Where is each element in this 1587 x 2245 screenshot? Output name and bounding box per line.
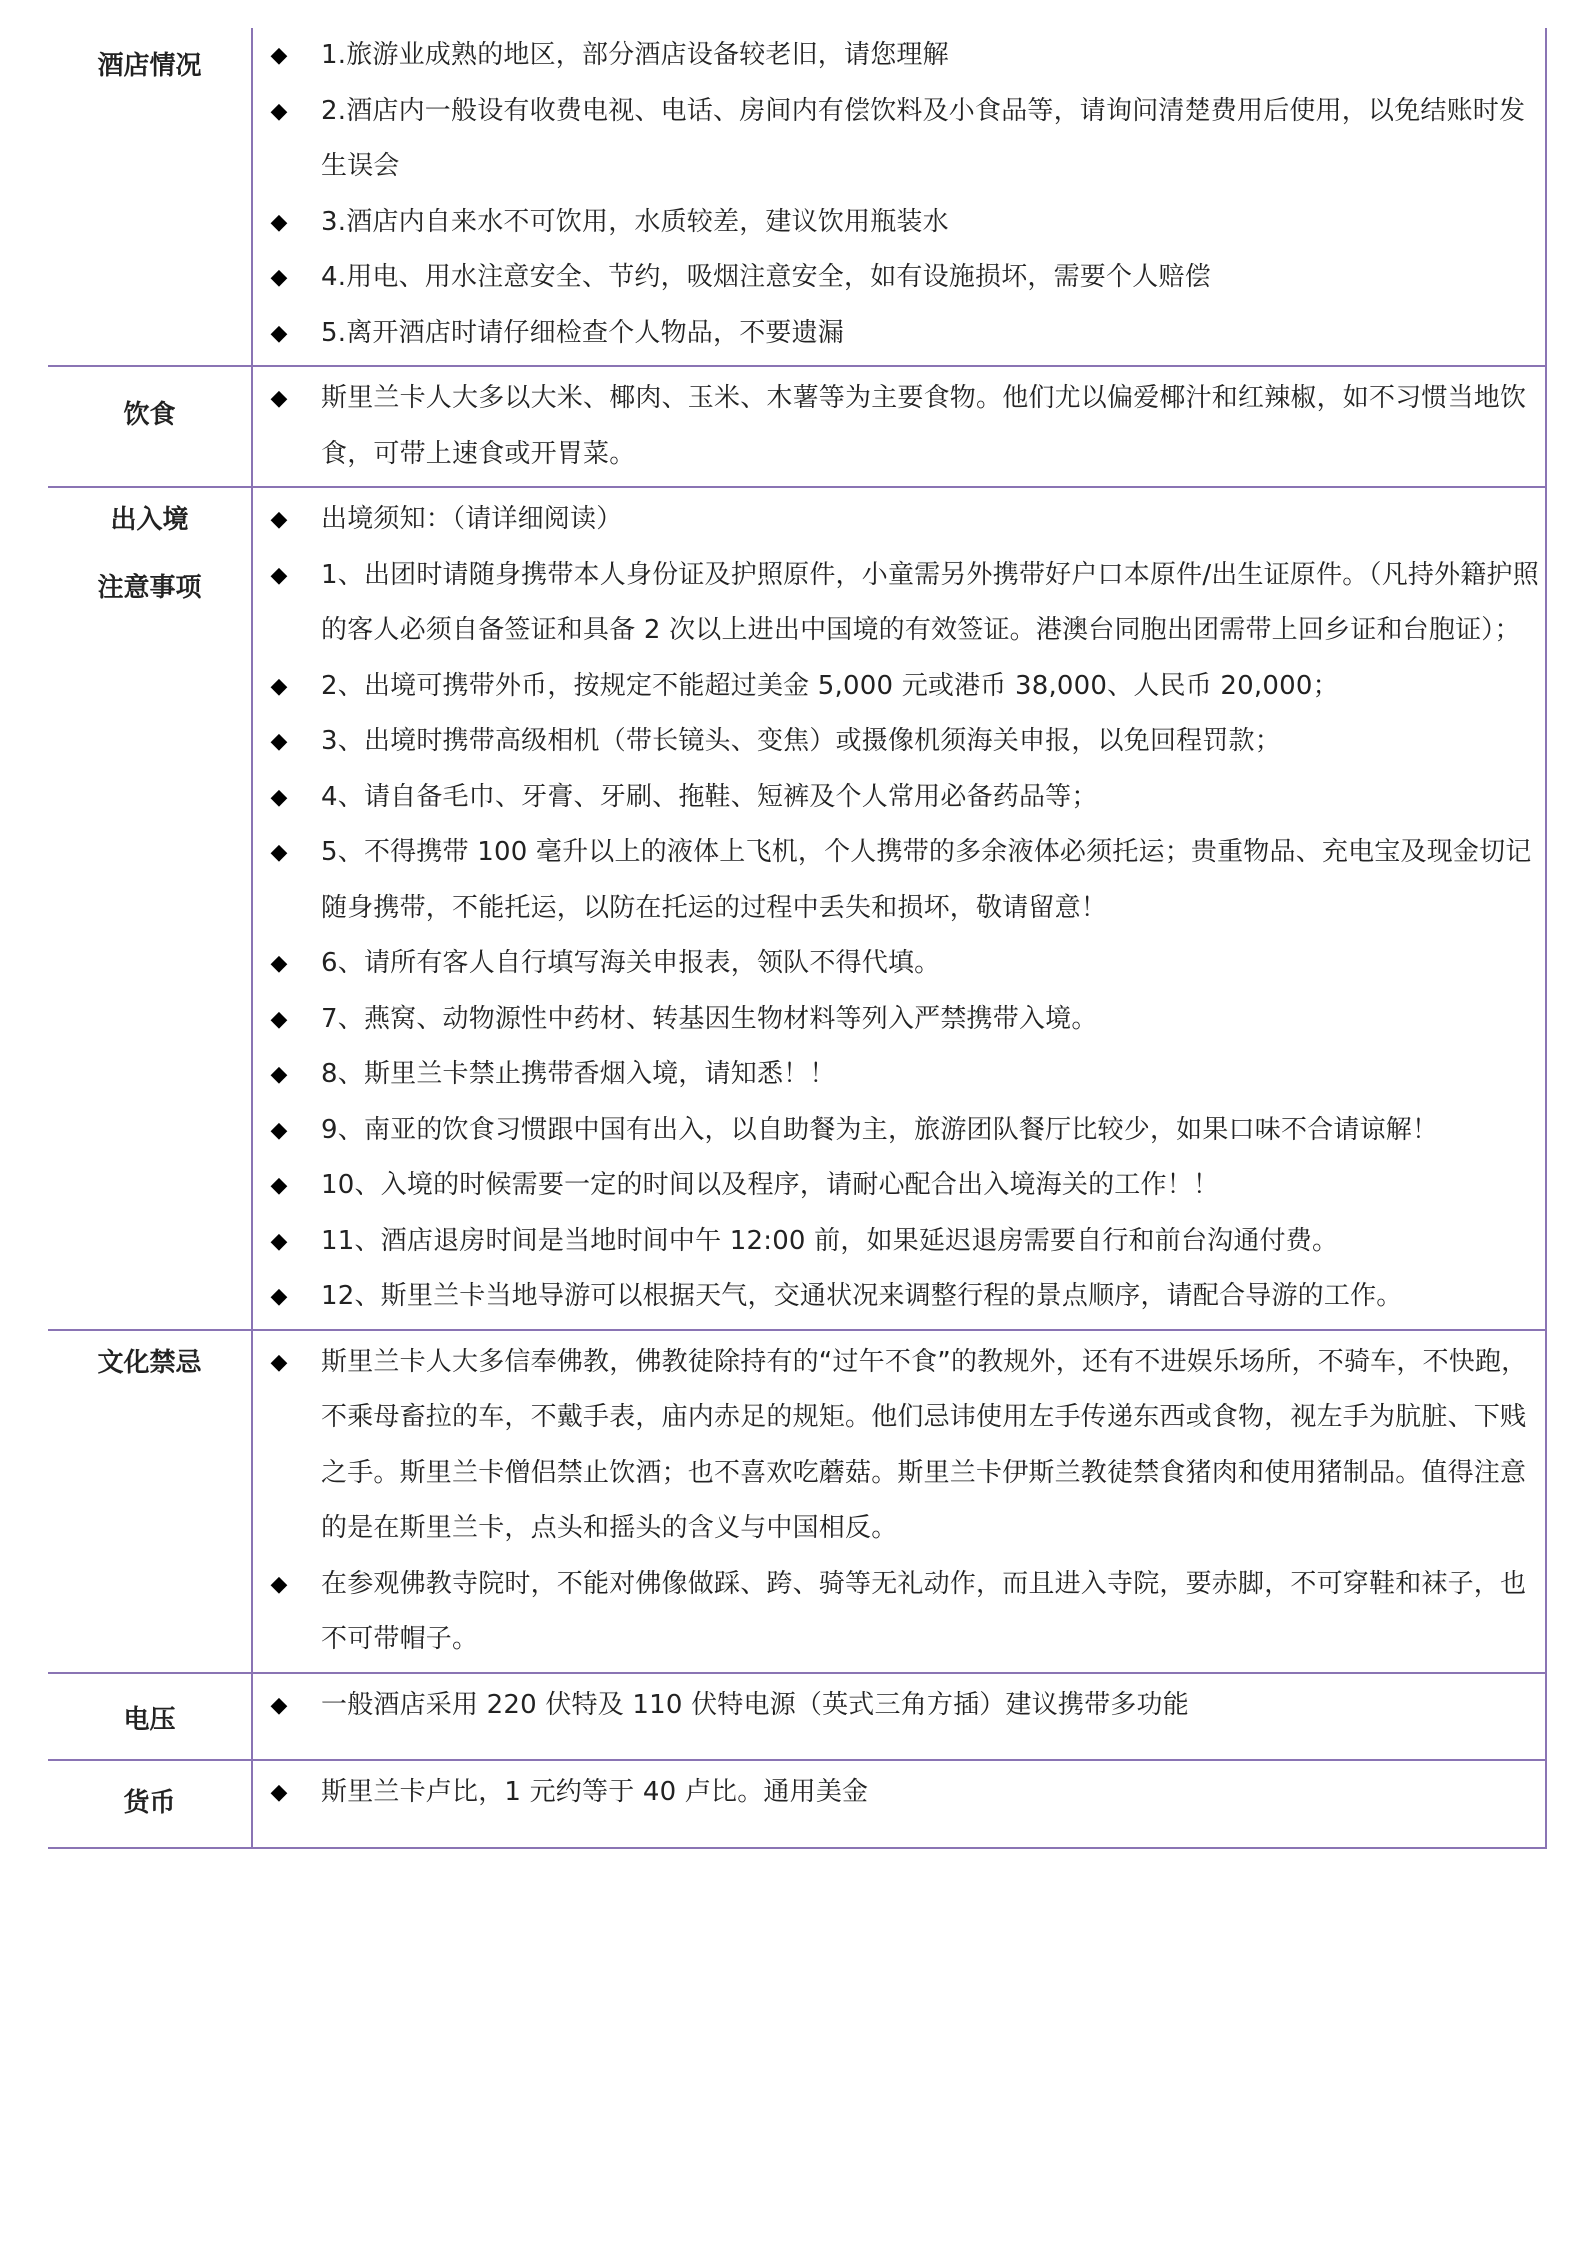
list-item <box>253 1765 1545 1821</box>
list-item <box>253 1269 1545 1325</box>
item-text: 5、不得携带 100 毫升以上的液体上飞机，个人携带的多余液体必须托运；贵重物品、充电宝及现金切记随身携带，不能托运，以防在托运的过程中丢失和损坏，敬请留意！ <box>321 837 1532 923</box>
diamond-bullet-icon: ◆ <box>270 386 288 411</box>
item-list <box>253 488 1545 1329</box>
diamond-bullet-icon: ◆ <box>270 1062 288 1087</box>
diamond-bullet-icon: ◆ <box>270 98 288 124</box>
list-item <box>253 1678 1545 1734</box>
section-label-text: 注意事项 <box>97 573 202 603</box>
section-label <box>48 487 252 1330</box>
item-text: 斯里兰卡人大多信奉佛教，佛教徒除持有的“过午不食”的教规外，还有不进娱乐场所，不骑车，不快跑，不乘母畜拉的车，不戴手表，庙内赤足的规矩。他们忌讳使用左手传递东西或食物，视左手为肮脏、下贱之手。斯里兰卡僧侣禁止饮酒；也不喜欢吃蘑菇。斯里兰卡伊斯兰教徒禁食猪肉和使用猪制品。值得注意的是在斯里兰卡，点头和摇头的含义与中国相反。 <box>321 1346 1528 1543</box>
section-content <box>252 487 1546 1330</box>
item-text: 11、酒店退房时间是当地时间中午 12:00 前，如果延迟退房需要自行和前台沟通付费。 <box>321 1225 1339 1256</box>
section-label <box>48 1673 252 1761</box>
diamond-bullet-icon: ◆ <box>270 320 288 346</box>
section-content <box>252 1760 1546 1848</box>
list-item <box>253 306 1545 362</box>
list-item <box>253 1158 1545 1214</box>
item-text: 3.酒店内自来水不可饮用，水质较差，建议饮用瓶装水 <box>321 206 949 237</box>
list-item <box>253 1335 1545 1557</box>
travel-notice-sheet <box>48 28 1546 1849</box>
diamond-bullet-icon: ◆ <box>270 265 288 290</box>
item-list <box>253 1674 1545 1760</box>
section-content <box>252 28 1546 366</box>
diamond-bullet-icon: ◆ <box>270 729 288 754</box>
item-text: 12、斯里兰卡当地导游可以根据天气，交通状况来调整行程的景点顺序，请配合导游的工作。 <box>321 1281 1403 1311</box>
item-text: 2.酒店内一般设有收费电视、电话、房间内有偿饮料及小食品等，请询问清楚费用后使用，以免结账时发生误会 <box>321 95 1526 181</box>
diamond-bullet-icon: ◆ <box>270 951 288 976</box>
list-item <box>253 548 1545 659</box>
section-label <box>48 366 252 487</box>
item-text: 6、请所有客人自行填写海关申报表，领队不得代填。 <box>321 948 941 978</box>
list-item <box>253 250 1545 306</box>
item-text: 7、燕窝、动物源性中药材、转基因生物材料等列入严禁携带入境。 <box>321 1003 1098 1034</box>
item-list <box>253 28 1545 365</box>
section-voltage <box>48 1673 1546 1761</box>
section-content <box>252 1673 1546 1761</box>
list-item <box>253 1214 1545 1270</box>
section-label <box>48 1760 252 1848</box>
list-item <box>253 659 1545 715</box>
list-item <box>253 770 1545 826</box>
item-text: 4.用电、用水注意安全、节约，吸烟注意安全，如有设施损坏，需要个人赔偿 <box>321 262 1211 292</box>
list-item <box>253 1557 1545 1668</box>
section-label-text: 电压 <box>123 1704 176 1735</box>
item-text: 1.旅游业成熟的地区，部分酒店设备较老旧，请您理解 <box>321 40 949 70</box>
diamond-bullet-icon: ◆ <box>270 507 288 532</box>
diamond-bullet-icon: ◆ <box>270 1284 288 1309</box>
section-content <box>252 1330 1546 1673</box>
section-label <box>48 1330 252 1673</box>
list-item <box>253 714 1545 770</box>
section-currency <box>48 1760 1546 1848</box>
section-label-text: 货币 <box>123 1788 176 1818</box>
item-text: 8、斯里兰卡禁止携带香烟入境，请知悉！！ <box>321 1059 836 1089</box>
section-label-text: 文化禁忌 <box>97 1347 202 1378</box>
diamond-bullet-icon: ◆ <box>270 1571 288 1597</box>
item-text: 斯里兰卡卢比，1 元约等于 40 卢比。通用美金 <box>321 1777 869 1807</box>
item-list <box>253 1761 1545 1847</box>
section-label-text: 饮食 <box>123 400 176 430</box>
section-culture-taboos <box>48 1330 1546 1673</box>
list-item <box>253 28 1545 84</box>
item-text: 3、出境时携带高级相机（带长镜头、变焦）或摄像机须海关申报，以免回程罚款； <box>321 726 1281 756</box>
diamond-bullet-icon: ◆ <box>270 562 288 588</box>
item-text: 10、入境的时候需要一定的时间以及程序，请耐心配合出入境海关的工作！！ <box>321 1170 1220 1200</box>
travel-notice-table <box>48 28 1547 1849</box>
diamond-bullet-icon: ◆ <box>270 209 288 235</box>
item-list <box>253 1331 1545 1672</box>
item-text: 1、出团时请随身携带本人身份证及护照原件，小童需另外携带好户口本原件/出生证原件。（凡持外籍护照的客人必须自备签证和具备 2 次以上进出中国境的有效签证。港澳台同胞出团需带上回乡证和台胞证）； <box>321 559 1539 645</box>
item-text: 斯里兰卡人大多以大米、椰肉、玉米、木薯等为主要食物。他们尤以偏爱椰汁和红辣椒，如不习惯当地饮食，可带上速食或开胃菜。 <box>321 383 1527 469</box>
diamond-bullet-icon: ◆ <box>270 1117 288 1143</box>
diamond-bullet-icon: ◆ <box>270 784 288 810</box>
list-item <box>253 936 1545 992</box>
list-item <box>253 992 1545 1048</box>
item-text: 2、出境可携带外币，按规定不能超过美金 5,000 元或港币 38,000、人民币 20,000； <box>321 670 1339 701</box>
diamond-bullet-icon: ◆ <box>270 1228 288 1254</box>
item-text: 一般酒店采用 220 伏特及 110 伏特电源（英式三角方插）建议携带多功能 <box>321 1689 1189 1720</box>
item-text: 出境须知：（请详细阅读） <box>321 504 623 534</box>
diamond-bullet-icon: ◆ <box>270 1006 288 1032</box>
diamond-bullet-icon: ◆ <box>270 673 288 699</box>
diamond-bullet-icon: ◆ <box>270 1780 288 1805</box>
section-label-text: 酒店情况 <box>97 51 202 81</box>
diamond-bullet-icon: ◆ <box>270 1349 288 1375</box>
diamond-bullet-icon: ◆ <box>270 1692 288 1718</box>
section-content <box>252 366 1546 487</box>
item-text: 5.离开酒店时请仔细检查个人物品，不要遗漏 <box>321 317 845 348</box>
section-entry-exit <box>48 487 1546 1330</box>
list-item <box>253 84 1545 195</box>
diamond-bullet-icon: ◆ <box>270 43 288 68</box>
list-item <box>253 492 1545 548</box>
item-text: 在参观佛教寺院时，不能对佛像做踩、跨、骑等无礼动作，而且进入寺院，要赤脚，不可穿鞋和袜子，也不可带帽子。 <box>321 1568 1527 1654</box>
item-text: 9、南亚的饮食习惯跟中国有出入，以自助餐为主，旅游团队餐厅比较少，如果口味不合请谅解！ <box>321 1114 1439 1145</box>
list-item <box>253 825 1545 936</box>
section-label-text: 出入境 <box>110 505 189 535</box>
list-item <box>253 1103 1545 1159</box>
section-food <box>48 366 1546 487</box>
section-label <box>48 28 252 366</box>
item-list <box>253 367 1545 486</box>
list-item <box>253 371 1545 482</box>
diamond-bullet-icon: ◆ <box>270 840 288 865</box>
list-item <box>253 195 1545 251</box>
diamond-bullet-icon: ◆ <box>270 1173 288 1198</box>
section-hotel <box>48 28 1546 366</box>
item-text: 4、请自备毛巾、牙膏、牙刷、拖鞋、短裤及个人常用必备药品等； <box>321 781 1098 812</box>
list-item <box>253 1047 1545 1103</box>
